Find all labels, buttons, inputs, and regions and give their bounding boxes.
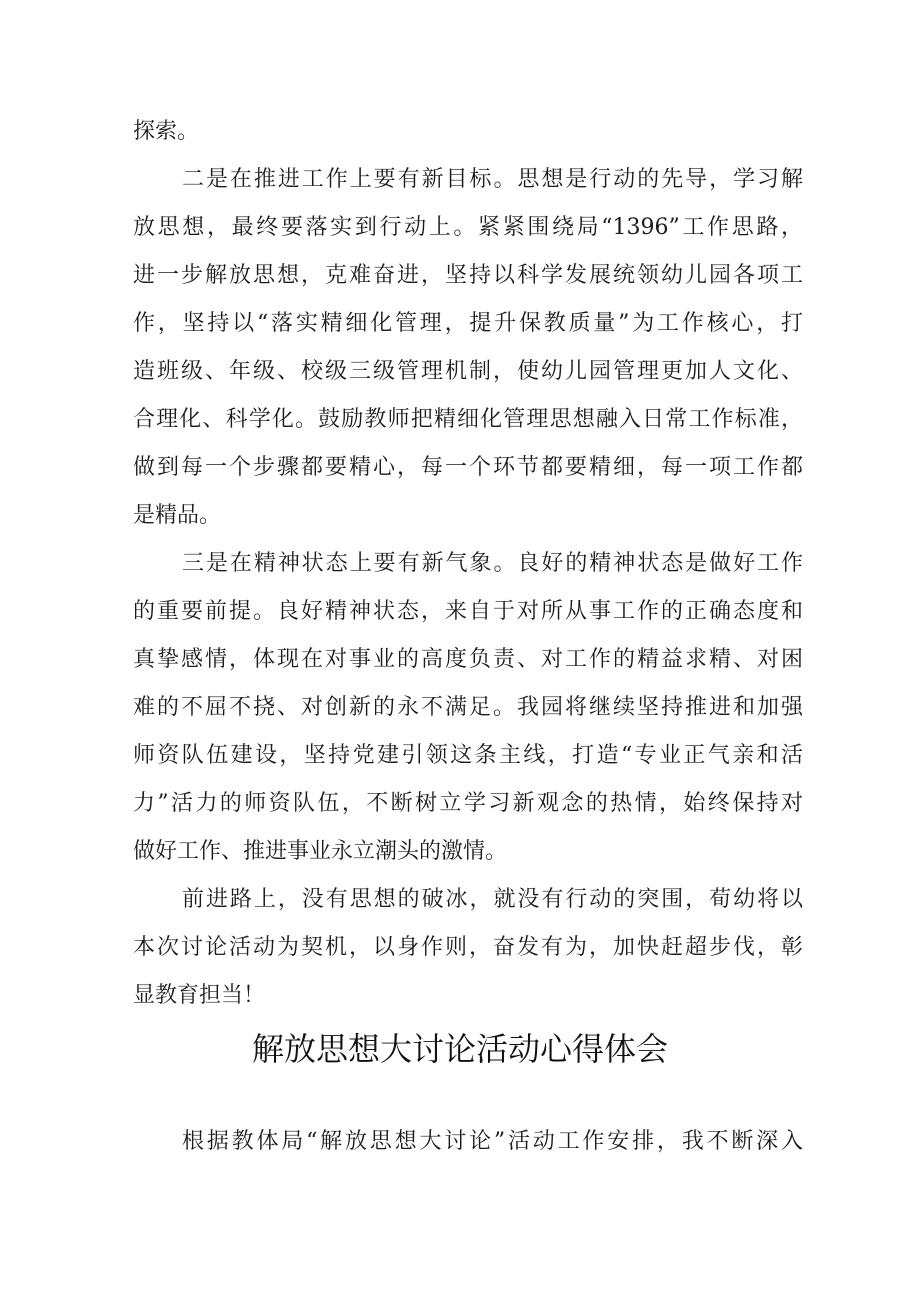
- paragraph-line: 难的不屈不挠、对创新的永不满足。我园将继续坚持推进和加强: [133, 695, 803, 720]
- document-title: 解放思想大讨论活动心得体会: [251, 1030, 668, 1068]
- paragraph-line: 真挚感情，体现在对事业的高度负责、对工作的精益求精、对困: [133, 647, 803, 672]
- paragraph-line: 进一步解放思想，克难奋进，坚持以科学发展统领幼儿园各项工: [133, 263, 803, 288]
- paragraph-line: 做好工作、推进事业永立潮头的激情。: [133, 839, 508, 864]
- paragraph-line: 作，坚持以“落实精细化管理，提升保教质量”为工作核心，打: [133, 311, 803, 336]
- paragraph-line: 前进路上，没有思想的破冰，就没有行动的突围，荀幼将以: [182, 887, 803, 912]
- paragraph-line: 力”活力的师资队伍，不断树立学习新观念的热情，始终保持对: [133, 791, 803, 816]
- paragraph-line: 是精品。: [133, 503, 222, 528]
- paragraph-line: 做到每一个步骤都要精心，每一个环节都要精细，每一项工作都: [133, 455, 803, 480]
- paragraph-line: 放思想，最终要落实到行动上。紧紧围绕局“1396”工作思路，: [133, 215, 803, 240]
- paragraph-line: 师资队伍建设，坚持党建引领这条主线，打造“专业正气亲和活: [133, 743, 803, 768]
- paragraph-line: 的重要前提。良好精神状态，来自于对所从事工作的正确态度和: [133, 599, 803, 624]
- paragraph-line: 本次讨论活动为契机，以身作则，奋发有为，加快赶超步伐，彰: [133, 935, 803, 960]
- paragraph-line: 合理化、科学化。鼓励教师把精细化管理思想融入日常工作标准，: [133, 407, 803, 432]
- paragraph-line: 二是在推进工作上要有新目标。思想是行动的先导，学习解: [182, 167, 803, 192]
- paragraph-line: 显教育担当！: [133, 983, 266, 1008]
- paragraph-line: 三是在精神状态上要有新气象。良好的精神状态是做好工作: [182, 551, 803, 576]
- paragraph-line: 探索。: [133, 119, 200, 144]
- paragraph-line: 根据教体局“解放思想大讨论”活动工作安排，我不断深入: [182, 1129, 803, 1154]
- paragraph-line: 造班级、年级、校级三级管理机制，使幼儿园管理更加人文化、: [133, 359, 803, 384]
